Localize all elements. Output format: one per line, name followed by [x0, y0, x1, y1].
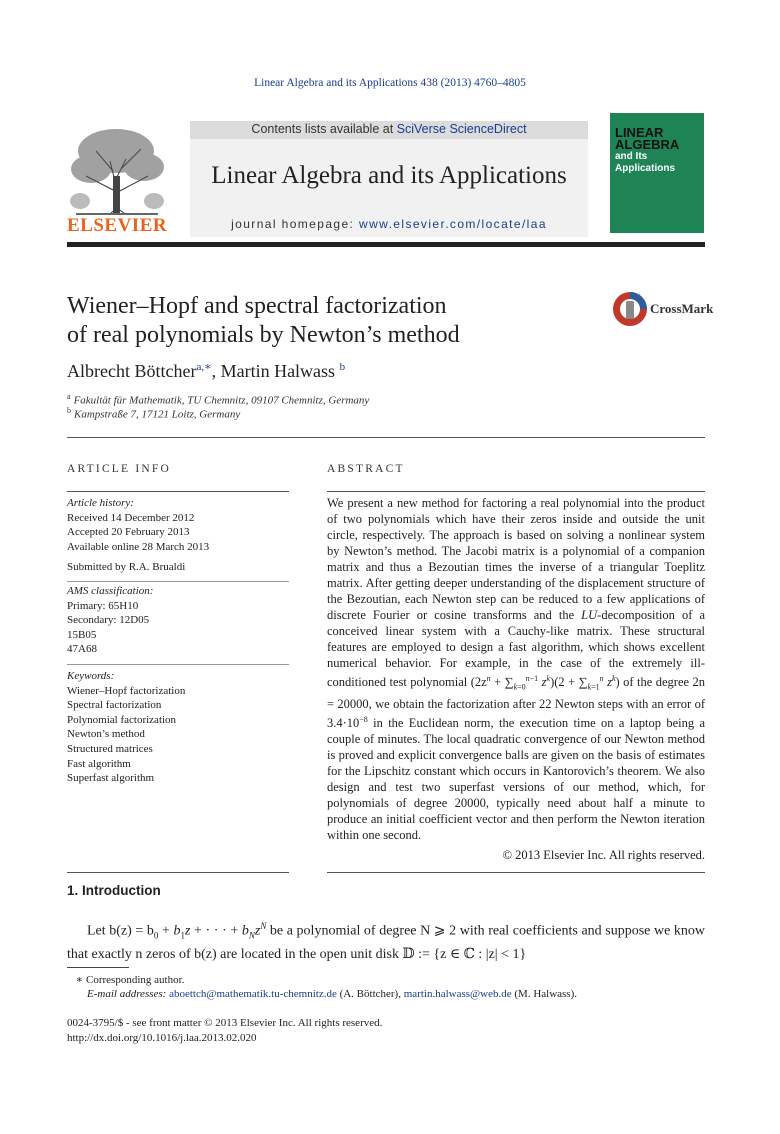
- article-history: [67, 496, 289, 575]
- column-rule-right: [327, 872, 705, 873]
- journal-citation[interactable]: Linear Algebra and its Applications 438 (2013) 4760–4805: [254, 77, 526, 89]
- ams-label: AMS classification:: [67, 585, 154, 597]
- contents-line: [190, 122, 588, 136]
- author-list: Albrecht Böttcher$^{a,∗}$, Martin Halwass $^b$: [67, 361, 346, 381]
- cover-line4: Applications: [615, 163, 676, 174]
- email-label: E-mail addresses:: [87, 988, 170, 1000]
- author-sup[interactable]: a,∗: [196, 361, 212, 373]
- email-owner: (M. Halwass).: [511, 988, 578, 1000]
- abstract-part: We present a new method for factoring a real polynomial into the product of two polynomials which have their zeros inside and outside the unit circle, respectively. The approach is based on solving a nonlinear system by Newton’s method. The Jacobi matrix is a polynomial of a companion matrix and thus a Bezoutian times the inverse of a triangular Toeplitz matrix. After getting deeper understanding of the displacement structure of the Bezoutian, each Newton step can be reduced to a few applications of discrete Fourier or cosine transforms and the: [327, 496, 705, 622]
- history-label: Article history:: [67, 497, 134, 509]
- contents-prefix: Contents lists available at: [251, 122, 397, 136]
- ams-item: 15B05: [67, 628, 97, 641]
- footnote-rule: [67, 967, 129, 968]
- abstract-part: ) of the degree 2n = 20000, we obtain the factorization after 22 Newton steps with an error of 3.4·10: [327, 675, 706, 730]
- history-item: Available online 28 March 2013: [67, 540, 210, 553]
- abstract-heading: ABSTRACT: [327, 463, 405, 475]
- cover-text: [615, 127, 679, 175]
- crossmark-icon: [612, 291, 648, 327]
- doi-link[interactable]: http://dx.doi.org/10.1016/j.laa.2013.02.020: [67, 1032, 257, 1044]
- homepage-link[interactable]: www.elsevier.com/locate/laa: [359, 217, 547, 231]
- title-line1: Wiener–Hopf and spectral factorization: [67, 293, 447, 319]
- ams-classification: [67, 584, 289, 657]
- keyword: Newton’s method: [67, 728, 145, 741]
- info-rule: [67, 581, 289, 582]
- abstract-exponent: −8: [359, 714, 368, 724]
- keywords: [67, 669, 289, 786]
- affiliation-text: Kampstraße 7, 17121 Loitz, Germany: [74, 408, 241, 421]
- corresponding-footnote: [67, 973, 184, 986]
- title-line2: of real polynomials by Newton’s method: [67, 322, 460, 348]
- email-owner: (A. Böttcher),: [336, 988, 404, 1000]
- affiliation-a: [67, 392, 369, 407]
- history-item: Accepted 20 February 2013: [67, 526, 190, 539]
- section-rule: [67, 437, 705, 438]
- affiliation-b: [67, 406, 240, 421]
- cover-line3: and Its: [615, 151, 648, 162]
- keyword: Superfast algorithm: [67, 772, 155, 785]
- abstract-rule: [327, 491, 705, 492]
- affiliation-label: a: [67, 392, 71, 401]
- column-rule-left: [67, 872, 289, 873]
- cover-line1: LINEAR: [615, 125, 664, 140]
- abstract-part: -decomposition of a conceived linear system with a Cauchy-like matrix. These structural features are employed to design a fast algorithm, which shows excellent numerical behavior. For example, in the case of the extremely ill-conditioned test polynomial (2z: [327, 608, 705, 690]
- email-link[interactable]: aboettch@mathematik.tu-chemnitz.de: [169, 988, 337, 1000]
- history-item: Received 14 December 2012: [67, 511, 195, 524]
- abstract-lu: LU: [581, 608, 598, 622]
- introduction-heading: 1. Introduction: [67, 883, 161, 898]
- cover-line2: ALGEBRA: [615, 137, 680, 152]
- keyword: Polynomial factorization: [67, 713, 177, 726]
- elsevier-wordmark: ELSEVIER: [67, 215, 168, 236]
- keyword: Fast algorithm: [67, 757, 131, 770]
- intro-part: Let b(z) = b: [87, 923, 154, 939]
- keyword: Structured matrices: [67, 742, 153, 755]
- ams-item: Secondary: 12D05: [67, 614, 150, 627]
- email-link[interactable]: martin.halwass@web.de: [403, 988, 512, 1000]
- header-rule: [67, 242, 705, 247]
- issn-line: 0024-3795/$ - see front matter © 2013 Elsevier Inc. All rights reserved.: [67, 1017, 383, 1029]
- submitted-by: Submitted by R.A. Brualdi: [67, 561, 186, 574]
- article-info-heading: ARTICLE INFO: [67, 463, 171, 475]
- intro-part: be a polynomial of degree N ⩾ 2 with real coefficients and suppose we know that exactly n zeros of b(z) are located in the open unit disk 𝔻 := {z ∈ ℂ : |z| < 1}: [67, 923, 706, 963]
- crossmark-label: CrossMark: [650, 301, 714, 316]
- journal-homepage: [190, 217, 588, 231]
- journal-cover: [610, 113, 704, 233]
- introduction-text: Let $b(z) = b_0 + b_1z$ + · · · + $b_Nz^N$ be a polynomial of degree N ⩾ 2 with real coefficients and suppose we know that exactly n zeros of b(z) are located in the open unit disk 𝔻 := {z ∈ ℂ : |z| < 1}: [67, 921, 706, 963]
- keyword: Wiener–Hopf factorization: [67, 684, 186, 697]
- ams-item: 47A68: [67, 643, 97, 656]
- keywords-label: Keywords:: [67, 670, 115, 682]
- author-sup[interactable]: b: [339, 361, 346, 373]
- ams-item: Primary: 65H10: [67, 599, 139, 612]
- homepage-prefix: journal homepage:: [231, 217, 360, 231]
- article-title: [67, 292, 460, 350]
- footnote-text: Corresponding author.: [86, 974, 185, 986]
- info-rule: [67, 664, 289, 665]
- crossmark-badge[interactable]: [612, 291, 714, 331]
- abstract-text: We present a new method for factoring a real polynomial into the product of two polynomials which have their zeros inside and outside the unit circle, respectively. The approach is based on solving a nonlinear system by Newton’s method. The Jacobi matrix is a polynomial of a companion matrix and thus a Bezoutian times the inverse of a triangular Toeplitz matrix. After getting deeper understanding of the displacement structure of the Bezoutian, each Newton step can be reduced to a few applications of discrete Fourier or cosine transforms and the LU-decomposition of a conceived linear system with a Cauchy-like matrix. These structural features are employed to design a fast algorithm, which shows excellent numerical behavior. For example, in the case of the extremely ill-conditioned test polynomial ($2z^n + \sum_{k=0}^{n-1}$ $z^k)(2 + \sum_{k=1}^n$ $z^k$) of the degree 2n = 20000, we obtain the factorization after 22 Newton steps with an error of $3.4\cdot 10^{-8}$ in the Euclidean norm, the execution time on a laptop being a couple of minutes. The local quadratic convergence of our Newton method is proved and explicit convergence balls are given on the basis of estimates for the Lipschitz constant which occurs in Kantorovich’s theorem. We also design and test two superfast versions of our method, which, for polynomials of degree 20000, typically need about half a minute to produce an initial coefficient vector and then perform the Newton iteration within one second.: [327, 496, 706, 842]
- affiliation-text: Fakultät für Mathematik, TU Chemnitz, 09107 Chemnitz, Germany: [73, 394, 370, 407]
- author-name[interactable]: Albrecht Böttcher: [67, 361, 197, 381]
- author-name[interactable]: Martin Halwass: [220, 361, 336, 381]
- abstract-part: in the Euclidean norm, the execution time on a laptop being a couple of minutes. The local quadratic convergence of our Newton method is proved and explicit convergence balls are given on the basis of estimates for the Lipschitz constant which occurs in Kantorovich’s theorem. We also design and test two superfast versions of our method, which, for polynomials of degree 20000, typically need about half a minute to produce an initial coefficient vector and then perform the Newton iteration within one second.: [327, 715, 705, 842]
- journal-title: Linear Algebra and its Applications: [211, 162, 567, 189]
- keyword: Spectral factorization: [67, 699, 162, 712]
- info-rule: [67, 491, 289, 492]
- email-footnote: [87, 988, 577, 1000]
- affiliation-label: b: [67, 406, 71, 415]
- footnote-star: ∗: [75, 974, 83, 986]
- sciencedirect-link[interactable]: SciVerse ScienceDirect: [396, 122, 527, 136]
- abstract-copyright: © 2013 Elsevier Inc. All rights reserved.: [502, 848, 705, 862]
